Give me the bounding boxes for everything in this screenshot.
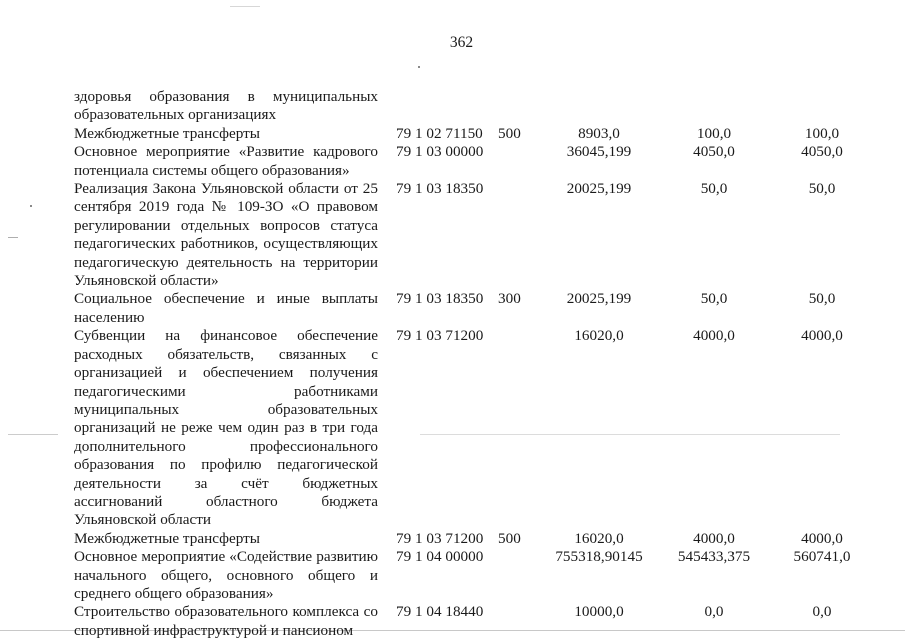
table-row	[74, 603, 871, 640]
row-expense-type	[494, 143, 543, 180]
row-expense-type	[494, 88, 543, 125]
row-expense-type	[494, 327, 543, 529]
row-code: 79 1 03 71200	[396, 327, 484, 345]
row-amount-year1: 16020,0	[574, 529, 624, 547]
row-code: 79 1 03 18350	[396, 180, 484, 198]
row-amount-year1: 36045,199	[566, 143, 632, 161]
row-amount-year2: 100,0	[696, 124, 732, 142]
row-amount-year3: 560741,0	[793, 548, 851, 566]
scan-artifact-top	[230, 6, 260, 7]
row-amount-year1: 20025,199	[566, 290, 632, 308]
page-number: 362	[449, 34, 474, 51]
table-row	[74, 88, 871, 125]
row-amount-year1: 8903,0	[578, 124, 620, 142]
scan-dot-1	[418, 66, 420, 68]
row-amount-year3: 100,0	[804, 124, 840, 142]
row-amount-year1	[543, 88, 655, 125]
table-row	[74, 327, 871, 529]
row-name: Социальное обеспечение и иные выплаты населению	[74, 290, 378, 326]
row-expense-type	[494, 548, 543, 603]
row-name: Межбюджетные трансферты	[74, 124, 260, 142]
row-amount-year3: 0,0	[812, 603, 832, 621]
row-expense-type: 500	[498, 529, 521, 547]
row-amount-year2	[655, 88, 773, 125]
row-expense-type	[494, 180, 543, 290]
row-expense-type: 500	[498, 124, 521, 142]
row-amount-year2: 4050,0	[693, 143, 735, 161]
table-row	[74, 143, 871, 180]
row-name: здоровья образования в муниципальных образовательных организациях	[74, 88, 378, 124]
row-amount-year2: 0,0	[704, 603, 724, 621]
row-code: 79 1 03 71200	[396, 529, 484, 547]
table-row	[74, 530, 871, 548]
row-amount-year1: 20025,199	[566, 180, 632, 198]
row-name: Реализация Закона Ульяновской области от 25 сентября 2019 года № 109-ЗО «О правовом регулировании отдельных вопросов статуса педагогических работников, осуществляющих педагогическую деятельность на территории Ульяновской области»	[74, 180, 378, 290]
row-amount-year1: 16020,0	[574, 327, 624, 345]
row-amount-year2: 545433,375	[677, 548, 751, 566]
row-expense-type	[494, 603, 543, 640]
row-code: 79 1 04 18440	[396, 603, 484, 621]
row-amount-year3	[773, 88, 871, 125]
table-row	[74, 290, 871, 327]
row-amount-year3: 4000,0	[801, 327, 843, 345]
row-name: Субвенции на финансовое обеспечение расходных обязательств, связанных с организацией и обеспечением получения педагогическими работниками муниципальных образовательных организаций не реже чем один раз в три года дополнительного профессионального образования по профилю педагогической деятельности за счёт бюджетных ассигнований областного бюджета Ульяновской области	[74, 327, 378, 529]
table-row	[74, 548, 871, 603]
row-code: 79 1 02 71150	[396, 124, 483, 142]
row-amount-year2: 50,0	[700, 290, 728, 308]
row-code: 79 1 04 00000	[396, 548, 484, 566]
row-amount-year3: 4000,0	[801, 529, 843, 547]
row-amount-year2: 4000,0	[693, 327, 735, 345]
row-code: 79 1 03 00000	[396, 143, 484, 161]
scan-artifact-left-1	[8, 237, 18, 238]
row-amount-year1: 755318,90145	[555, 548, 643, 566]
scan-artifact-left-2	[8, 434, 58, 435]
row-name: Межбюджетные трансферты	[74, 529, 260, 547]
row-code	[378, 88, 494, 125]
row-amount-year3: 4050,0	[801, 143, 843, 161]
row-amount-year1: 10000,0	[574, 603, 624, 621]
row-amount-year2: 50,0	[700, 180, 728, 198]
row-code: 79 1 03 18350	[396, 290, 484, 308]
row-name: Строительство образовательного комплекса со спортивной инфраструктурой и пансионом	[74, 603, 378, 639]
table-row	[74, 125, 871, 143]
row-amount-year3: 50,0	[808, 180, 836, 198]
row-expense-type: 300	[498, 290, 521, 308]
budget-table	[74, 88, 871, 640]
table-row	[74, 180, 871, 290]
row-amount-year2: 4000,0	[693, 529, 735, 547]
scan-dot-2	[30, 205, 32, 207]
row-amount-year3: 50,0	[808, 290, 836, 308]
row-name: Основное мероприятие «Содействие развитию начального общего, основного общего и среднего общего образования»	[74, 548, 378, 602]
row-name: Основное мероприятие «Развитие кадрового потенциала системы общего образования»	[74, 143, 378, 179]
